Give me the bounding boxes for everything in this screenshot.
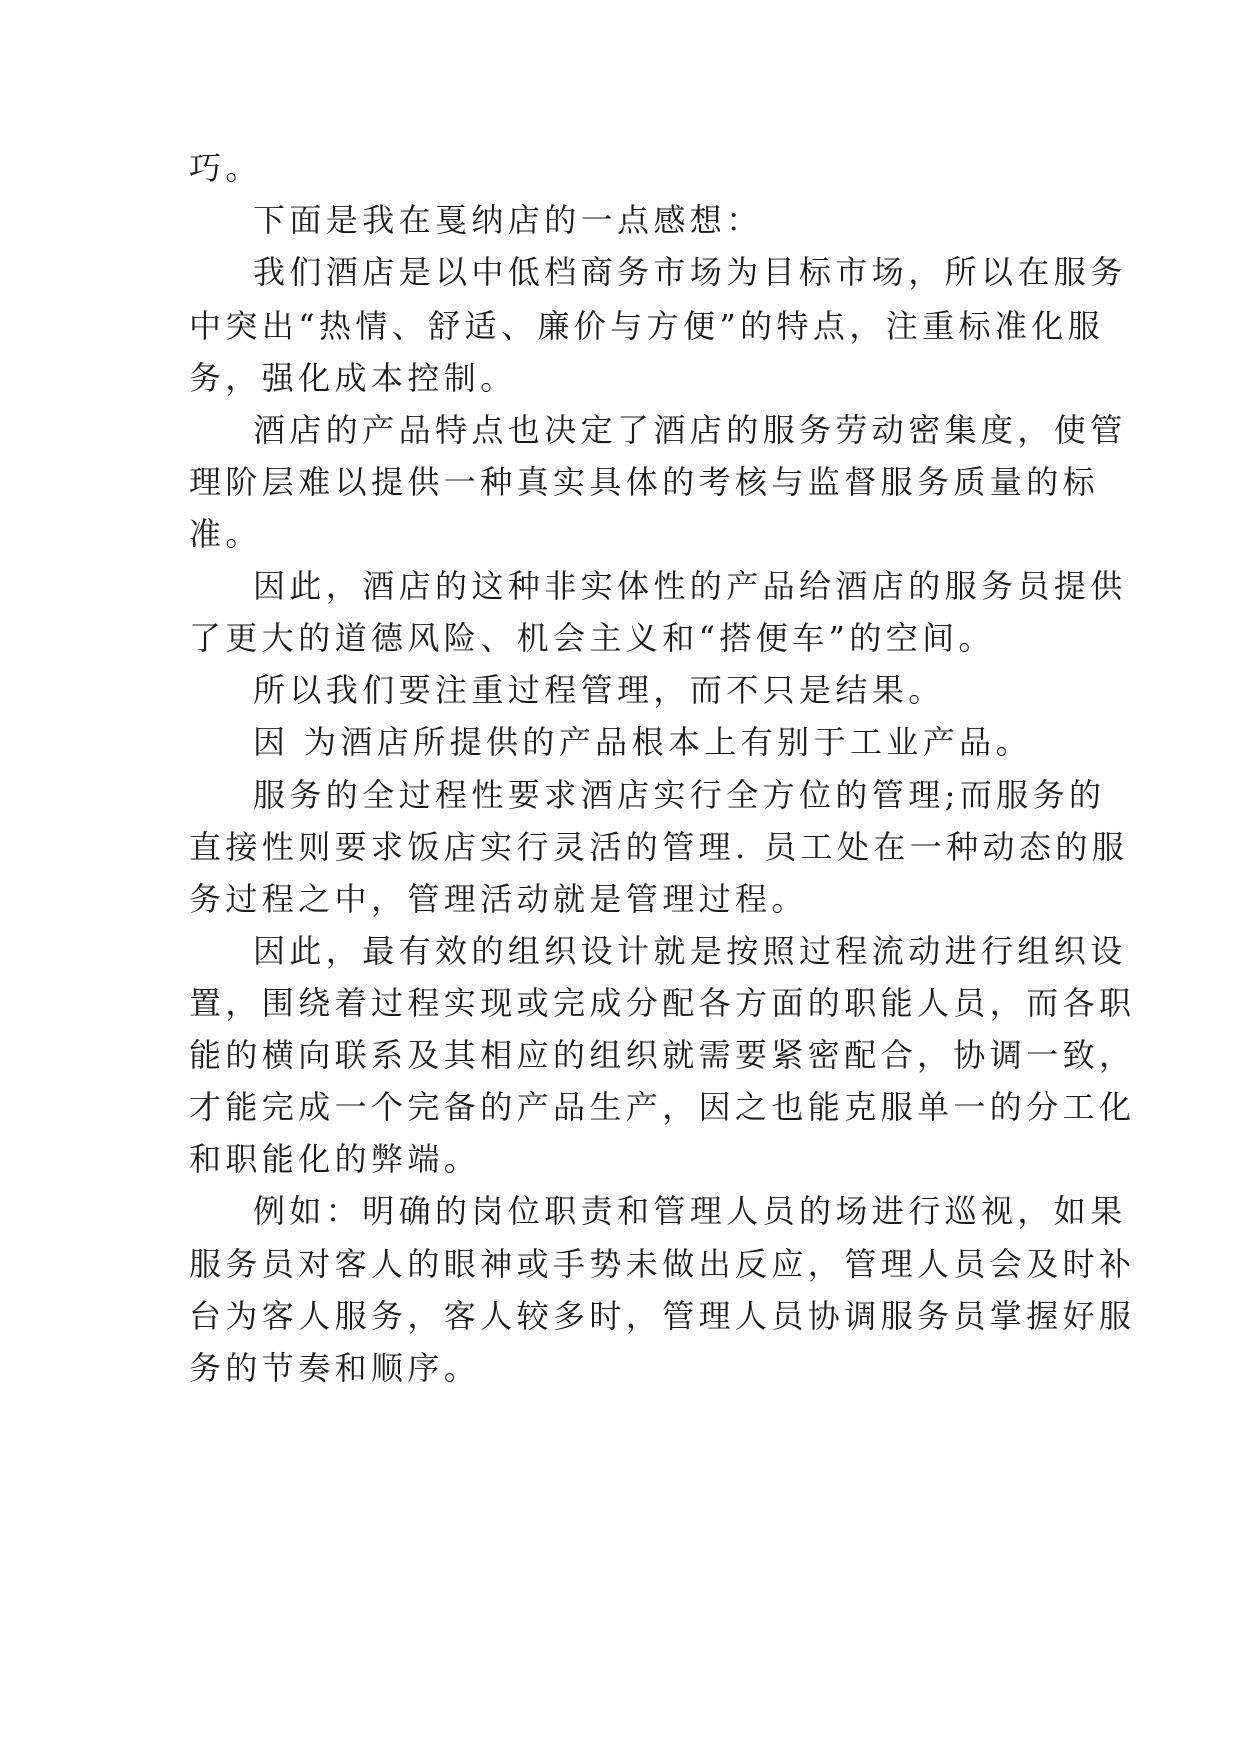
paragraph-line: 务的节奏和顺序。 [189,1349,481,1387]
paragraph-line: 务，强化成本控制。 [189,359,517,397]
paragraph-line: 下面是我在戛纳店的一点感想： [253,201,763,239]
paragraph-line: 因此，酒店的这种非实体性的产品给酒店的服务员提供 [253,567,1127,605]
paragraph-line: 巧。 [189,149,262,187]
paragraph-line: 所以我们要注重过程管理，而不只是结果。 [253,671,945,709]
paragraph-line: 因 为酒店所提供的产品根本上有别于工业产品。 [253,723,1032,761]
paragraph-line: 服务员对客人的眼神或手势未做出反应，管理人员会及时补 [189,1245,1136,1283]
paragraph-line: 服务的全过程性要求酒店实行全方位的管理;而服务的 [253,776,1106,814]
paragraph-line: 直接性则要求饭店实行灵活的管理. 员工处在一种动态的服 [189,828,1129,866]
paragraph-line: 我们酒店是以中低档商务市场为目标市场，所以在服务 [253,253,1127,291]
paragraph-line: 中突出“热情、舒适、廉价与方便”的特点，注重标准化服 [189,307,1105,345]
paragraph-line: 理阶层难以提供一种真实具体的考核与监督服务质量的标 [189,463,1100,501]
paragraph-line: 才能完成一个完备的产品生产，因之也能克服单一的分工化 [189,1088,1136,1126]
paragraph-line: 酒店的产品特点也决定了酒店的服务劳动密集度，使管 [253,411,1127,449]
paragraph-line: 置，围绕着过程实现或完成分配各方面的职能人员，而各职 [189,984,1136,1022]
paragraph-line: 能的横向联系及其相应的组织就需要紧密配合，协调一致， [189,1036,1136,1074]
paragraph-line: 了更大的道德风险、机会主义和“搭便车”的空间。 [189,619,995,657]
paragraph-line: 因此，最有效的组织设计就是按照过程流动进行组织设 [253,932,1127,970]
paragraph-line: 台为客人服务，客人较多时，管理人员协调服务员掌握好服 [189,1297,1136,1335]
paragraph-line: 和职能化的弊端。 [189,1140,481,1178]
paragraph-line: 务过程之中，管理活动就是管理过程。 [189,880,808,918]
paragraph-line: 准。 [189,515,262,553]
paragraph-line: 例如：明确的岗位职责和管理人员的场进行巡视，如果 [253,1192,1127,1230]
